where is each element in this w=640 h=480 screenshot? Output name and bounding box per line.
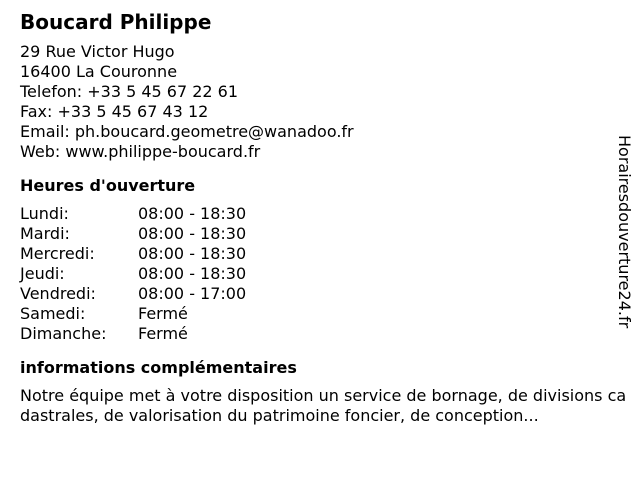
business-card — [20, 10, 625, 426]
website: Web: www.philippe-boucard.fr — [20, 142, 261, 161]
day-label: Dimanche: — [20, 324, 107, 343]
hours-row — [20, 224, 625, 244]
day-label: Lundi: — [20, 204, 69, 223]
info-description: Notre équipe met à votre disposition un service de bornage, de divisions cadastrales, de valorisation du patrimoine foncier, de conception... — [20, 386, 627, 425]
day-hours: Fermé — [138, 324, 188, 343]
day-label: Mardi: — [20, 224, 70, 243]
street-address: 29 Rue Victor Hugo — [20, 42, 175, 61]
day-hours: Fermé — [138, 304, 188, 323]
info-heading: informations complémentaires — [20, 358, 297, 377]
day-hours: 08:00 - 18:30 — [138, 204, 247, 223]
day-label: Jeudi: — [20, 264, 65, 283]
hours-row — [20, 284, 625, 304]
hours-row — [20, 324, 625, 344]
day-label: Vendredi: — [20, 284, 96, 303]
hours-row — [20, 244, 625, 264]
opening-hours-list — [20, 204, 625, 344]
hours-row — [20, 204, 625, 224]
email-address: Email: ph.boucard.geometre@wanadoo.fr — [20, 122, 354, 141]
city-address: 16400 La Couronne — [20, 62, 178, 81]
day-hours: 08:00 - 18:30 — [138, 244, 247, 263]
business-name: Boucard Philippe — [20, 10, 212, 34]
fax-number: Fax: +33 5 45 67 43 12 — [20, 102, 209, 121]
day-hours: 08:00 - 18:30 — [138, 224, 247, 243]
day-hours: 08:00 - 17:00 — [138, 284, 247, 303]
hours-row — [20, 304, 625, 324]
site-watermark: Horairesdouverture24.fr — [615, 135, 634, 329]
hours-heading: Heures d'ouverture — [20, 176, 196, 195]
day-label: Samedi: — [20, 304, 86, 323]
contact-block — [20, 42, 625, 162]
hours-row — [20, 264, 625, 284]
phone-number: Telefon: +33 5 45 67 22 61 — [20, 82, 239, 101]
day-label: Mercredi: — [20, 244, 95, 263]
day-hours: 08:00 - 18:30 — [138, 264, 247, 283]
